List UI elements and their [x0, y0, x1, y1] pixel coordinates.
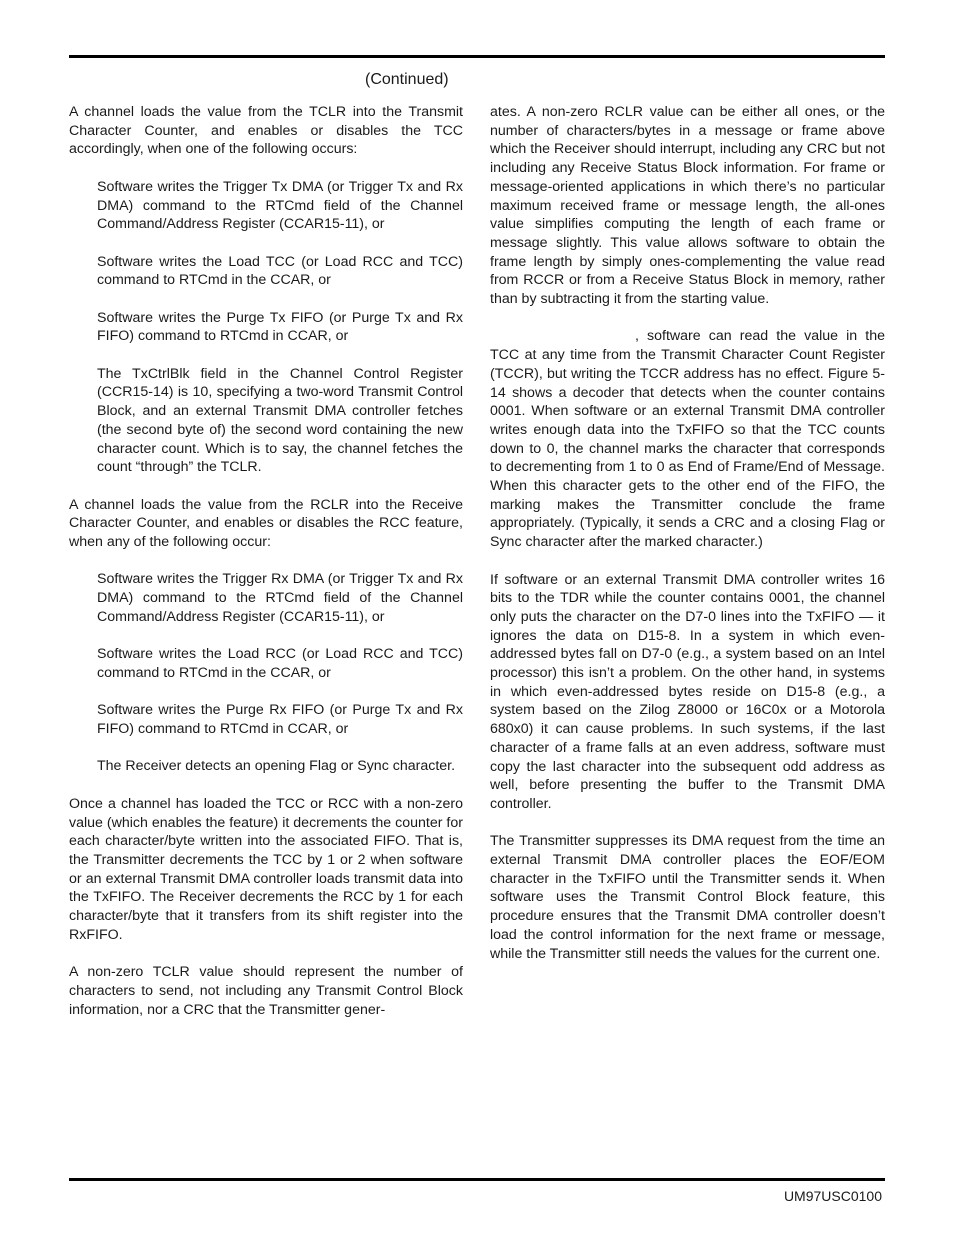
right-column [490, 103, 885, 982]
list-item: Software writes the Purge Tx FIFO (or Purge Tx and Rx FIFO) command to RTCmd in CCAR, or [97, 309, 463, 345]
list-item: The TxCtrlBlk field in the Channel Control Register (CCR15-14) is 10, specifying a two-word Transmit Control Block, and an external Transmit DMA controller fetches (the second byte of) the second word containing the new character count. Which is to say, the channel fetches the count “through” the TCLR. [97, 365, 463, 476]
left-column [69, 103, 463, 1038]
list-item: Software writes the Load RCC (or Load RCC and TCC) command to RTCmd in the CCAR, or [97, 646, 463, 681]
continued-heading: (Continued) [365, 71, 449, 88]
bottom-rule [69, 1178, 885, 1181]
list-item: Software writes the Trigger Rx DMA (or Trigger Tx and Rx DMA) command to the RTCmd field of the Channel Command/Address Register (CCAR15-11), or [97, 571, 463, 625]
paragraph: A channel loads the value from the RCLR into the Receive Character Counter, and enables or disables the RCC feature, when any of the following occur: [69, 496, 463, 551]
paragraph: ates. A non-zero RCLR value can be either all ones, or the number of characters/bytes in a message or frame above which the Receiver should interrupt, including any CRC but not including any Receive Status Block information. For frame or message-oriented applications in which there’s no particular maximum received frame or message length, the all-ones value simplifies computing the length of each frame or message slightly. This value allows software to obtain the frame length by simply ones-complementing the value read from RCCR or from a Receive Status Block in memory, rather than by subtracting it from the starting value. [490, 104, 885, 308]
top-rule [69, 55, 885, 58]
paragraph: , software can read the value in the TCC at any time from the Transmit Character Count Register (TCCR), but writing the TCCR address has no effect. Figure 5-14 shows a decoder that detects when the counter contains 0001. When software or an external Transmit DMA controller writes enough data into the TxFIFO so that the TCC counts down to 0, the channel marks the character that corresponds to decrementing from 1 to 0 as End of Frame/End of Message. When this character gets to the other end of the FIFO, the marking makes the Transmitter conclude the frame appropriately. (Typically, it sends a CRC and a closing Flag or Sync character after the marked character.) [490, 328, 885, 551]
document-id: UM97USC0100 [783, 1188, 882, 1204]
list-item: Software writes the Trigger Tx DMA (or Trigger Tx and Rx DMA) command to the RTCmd field of the Channel Command/Address Register (CCAR15-11), or [97, 178, 463, 233]
list-item: Software writes the Load TCC (or Load RCC and TCC) command to RTCmd in the CCAR, or [97, 253, 463, 289]
paragraph: The Transmitter suppresses its DMA request from the time an external Transmit DMA controller places the EOF/EOM character in the TxFIFO until the Transmitter sends it. When software uses the Transmit Control Block feature, this procedure ensures that the Transmit DMA controller doesn’t load the control information for the next frame or message, while the Transmitter still needs the values for the current one. [490, 833, 885, 962]
paragraph: If software or an external Transmit DMA controller writes 16 bits to the TDR while the counter contains 0001, the channel only puts the character on the D7-0 lines into the TxFIFO — it ignores the data on D15-8. In a system in which even-addressed bytes fall on D7-0 (e.g., a system based on an Intel processor) this isn’t a problem. On the other hand, in systems in which even-addressed bytes reside on D15-8 (e.g., a system based on the Zilog Z8000 or 16C0x or a Motorola 680x0) it can cause problems. In such systems, if the last character of a frame falls at an even address, software must copy the last character into the subsequent odd address as well, before presenting the buffer to the Transmit DMA controller. [490, 571, 885, 812]
list-item: The Receiver detects an opening Flag or Sync character. [97, 758, 456, 775]
paragraph: A non-zero TCLR value should represent the number of characters to send, not including any Transmit Control Block information, nor a CRC that the Transmitter gener- [69, 964, 463, 1018]
list-item: Software writes the Purge Rx FIFO (or Purge Tx and Rx FIFO) command to RTCmd in CCAR, or [97, 702, 463, 738]
paragraph: Once a channel has loaded the TCC or RCC with a non-zero value (which enables the feature) it decrements the counter for each character/byte written into the associated FIFO. That is, the Transmitter decrements the TCC by 1 or 2 when software or an external Transmit DMA controller loads transmit data into the TxFIFO. The Receiver decrements the RCC by 1 for each character/byte that it transfers from its shift register into the RxFIFO. [69, 795, 463, 943]
paragraph: A channel loads the value from the TCLR into the Transmit Character Counter, and enables or disables the TCC accordingly, when one of the following occurs: [69, 104, 463, 158]
